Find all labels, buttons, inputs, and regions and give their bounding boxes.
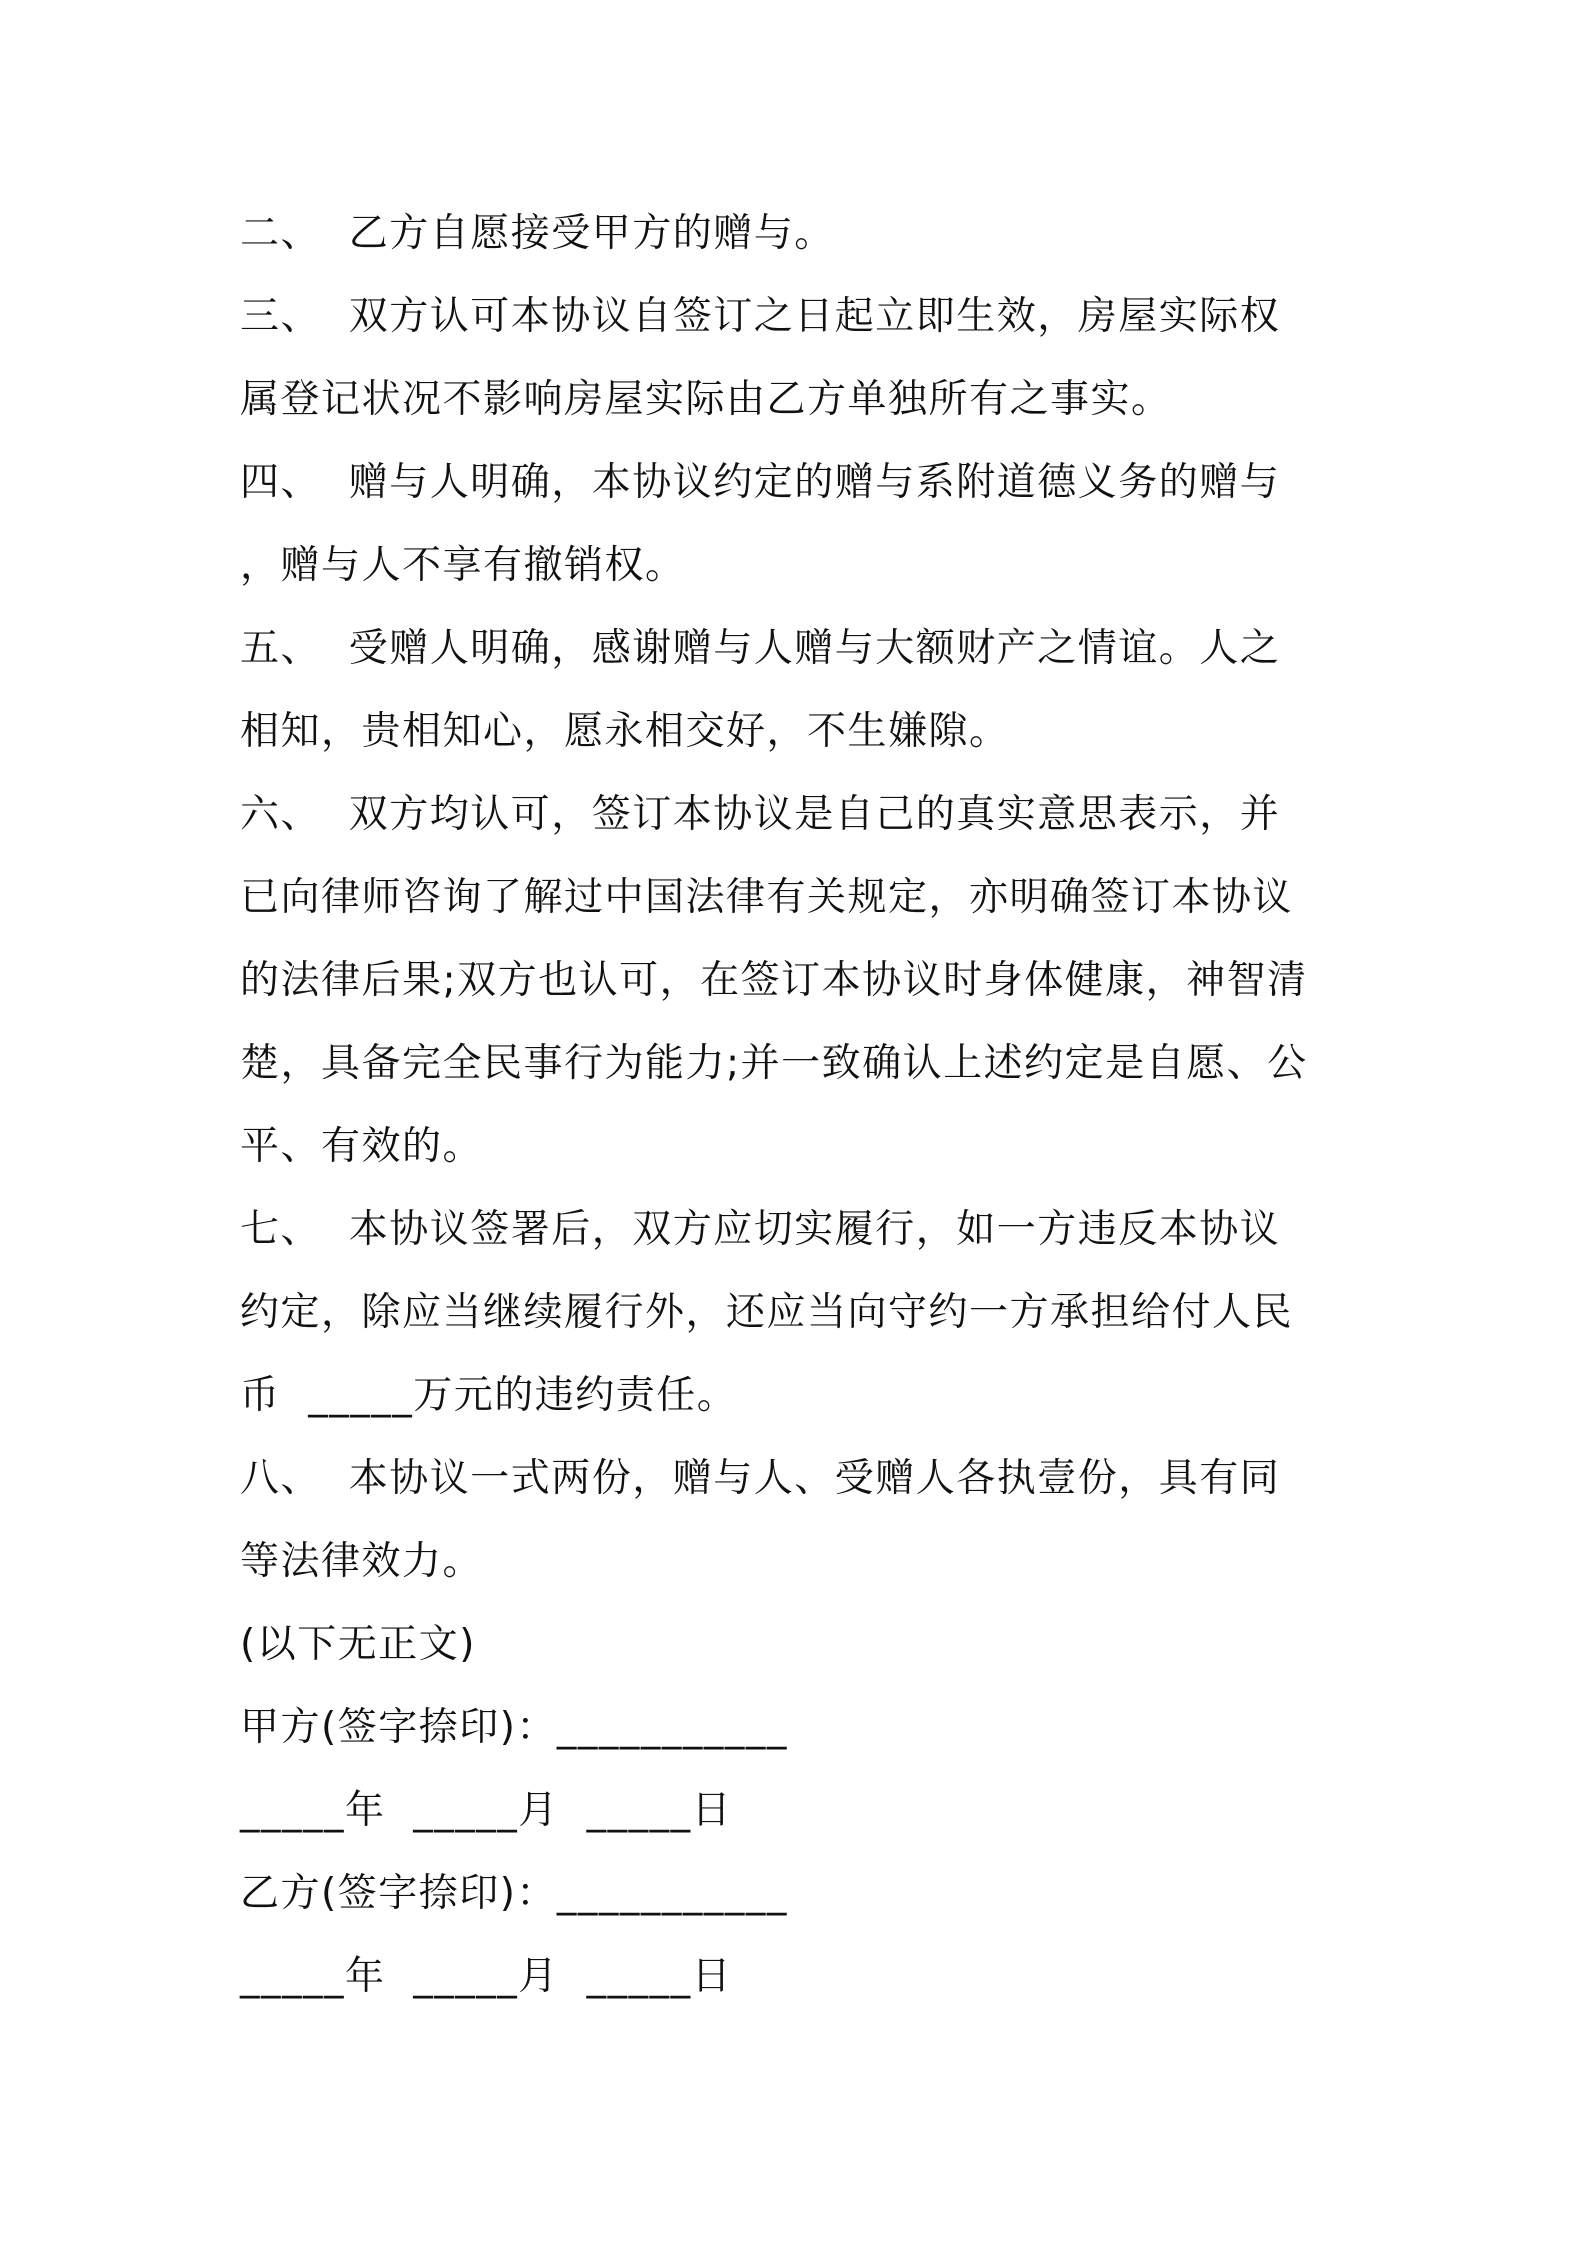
party-a-date-line: _____年 _____月 _____日 [240,1788,733,1833]
document-body [240,192,1360,2018]
clause-2-line-1: 二、 乙方自愿接受甲方的赠与。 [240,211,835,256]
clause-4-line-2: ，赠与人不享有撤销权。 [240,543,686,588]
clause-5-line-2: 相知，贵相知心，愿永相交好，不生嫌隙。 [240,709,1010,754]
party-b-signature-line: 乙方(签字捺印)：___________ [240,1871,788,1916]
clause-8-line-2: 等法律效力。 [240,1539,484,1584]
end-of-text-note: (以下无正文) [240,1622,476,1667]
clause-3-line-1: 三、 双方认可本协议自签订之日起立即生效，房屋实际权 [240,294,1281,339]
clause-7-line-1: 七、 本协议签署后，双方应切实履行，如一方违反本协议 [240,1207,1281,1252]
clause-5-line-1: 五、 受赠人明确，感谢赠与人赠与大额财产之情谊。人之 [240,626,1281,671]
clause-6-line-2: 已向律师咨询了解过中国法律有关规定，亦明确签订本协议 [240,875,1294,920]
clause-6-line-4: 楚，具备完全民事行为能力;并一致确认上述约定是自愿、公 [240,1041,1308,1086]
clause-6-line-1: 六、 双方均认可，签订本协议是自己的真实意思表示，并 [240,792,1281,837]
clause-6-line-5: 平、有效的。 [240,1124,484,1169]
clause-3-line-2: 属登记状况不影响房屋实际由乙方单独所有之事实。 [240,377,1172,422]
clause-6-line-3: 的法律后果;双方也认可，在签订本协议时身体健康，神智清 [240,958,1308,1003]
clause-4-line-1: 四、 赠与人明确，本协议约定的赠与系附道德义务的赠与 [240,460,1281,505]
party-a-signature-line: 甲方(签字捺印)：___________ [240,1705,788,1750]
party-b-date-line: _____年 _____月 _____日 [240,1954,733,1999]
clause-8-line-1: 八、 本协议一式两份，赠与人、受赠人各执壹份，具有同 [240,1456,1281,1501]
clause-7-line-3: 币 _____万元的违约责任。 [240,1373,738,1418]
clause-7-line-2: 约定，除应当继续履行外，还应当向守约一方承担给付人民 [240,1290,1294,1335]
